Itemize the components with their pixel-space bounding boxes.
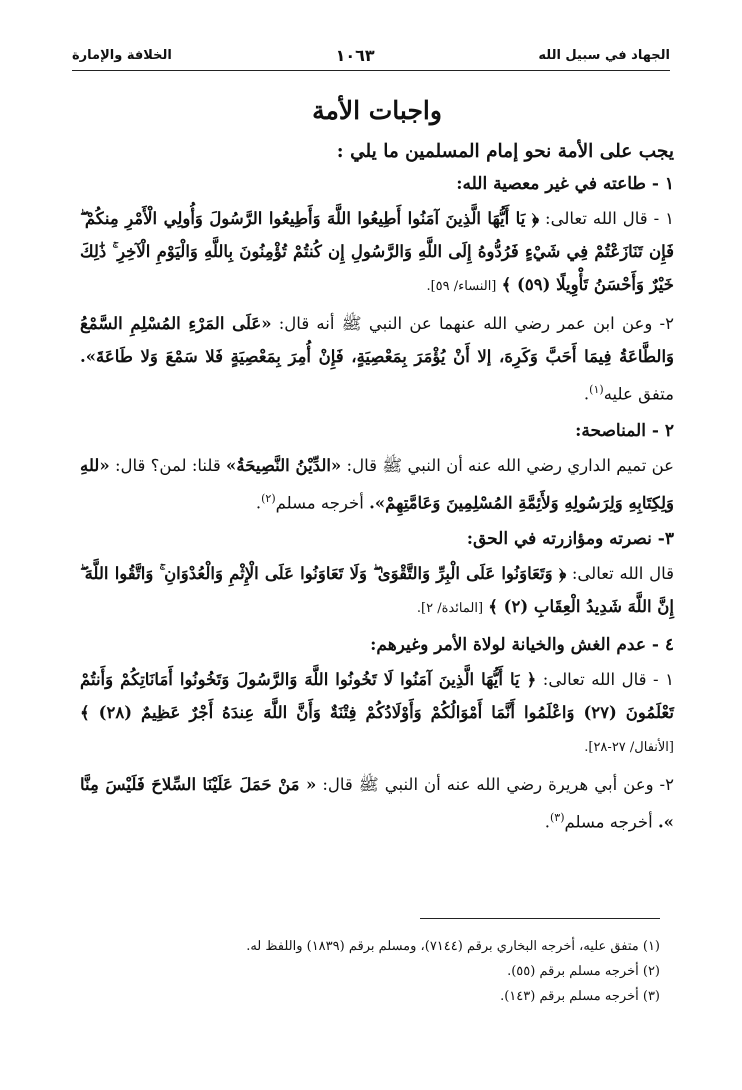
section-intro: يجب على الأمة نحو إمام المسلمين ما يلي :: [336, 141, 674, 162]
item-prefix: ١ - قال الله تعالى:: [542, 670, 674, 689]
hadith-source: أخرجه مسلم: [564, 812, 653, 832]
hadith-text: « مَنْ حَمَلَ عَلَيْنَا السِّلاحَ فَلَيْسَ مِنَّا ».: [80, 775, 674, 832]
footnote-ref-2[interactable]: (٢): [261, 491, 276, 505]
hadith-source: متفق عليه: [603, 384, 674, 404]
duty-4-item-2: ٢- وعن أبي هريرة رضي الله عنه أن النبي ﷺ قال: « مَنْ حَمَلَ عَلَيْنَا السِّلاحَ فَلَيْسَ مِنَّا ». أخرجه مسلم$^{(٣)}$.: [80, 775, 674, 832]
duty-2-heading: ٢ - المناصحة:: [575, 420, 674, 441]
duty-3-heading: ٣- نصرته ومؤازرته في الحق:: [466, 529, 674, 549]
chapter-title: الخلافة والإمارة: [72, 47, 172, 63]
footnote-3: (٣) أخرجه مسلم برقم (١٤٣).: [500, 989, 660, 1004]
item-prefix: ٢- وعن أبي هريرة رضي الله عنه أن النبي ﷺ قال:: [322, 775, 674, 794]
hadith-source: أخرجه مسلم: [275, 493, 364, 512]
hadith-text: «الدِّيْنُ النَّصِيحَةُ»: [226, 455, 342, 475]
quran-verse: ﴿ وَتَعَاوَنُوا عَلَى الْبِرِّ وَالتَّقْوَىٰ ۖ وَلَا تَعَاوَنُوا عَلَى الْإِثْمِ وَالْعُدْوَانِ ۚ وَاتَّقُوا اللَّهَ ۖ إِنَّ اللَّهَ شَدِيدُ الْعِقَابِ (٢) ﴾: [80, 564, 674, 616]
item-prefix: ٢- وعن ابن عمر رضي الله عنهما عن النبي ﷺ أنه قال:: [278, 314, 674, 333]
quran-verse: ﴿ يَا أَيُّهَا الَّذِينَ آمَنُوا أَطِيعُوا اللَّهَ وَأَطِيعُوا الرَّسُولَ وَأُولِي الْأَمْرِ مِنكُمْ ۖ فَإِن تَنَازَعْتُمْ فِي شَيْءٍ فَرُدُّوهُ إِلَى اللَّهِ وَالرَّسُولِ إِن كُنتُمْ تُؤْمِنُونَ بِاللَّهِ وَالْيَوْمِ الْآخِرِ ۚ ذَٰلِكَ خَيْرٌ وَأَحْسَنُ تَأْوِيلًا (٥٩) ﴾: [80, 209, 674, 294]
footnote-ref-1[interactable]: (١): [589, 383, 604, 396]
footnote-2: (٢) أخرجه مسلم برقم (٥٥).: [507, 964, 660, 979]
quran-verse: ﴿ يَا أَيُّهَا الَّذِينَ آمَنُوا لَا تَخُونُوا اللَّهَ وَالرَّسُولَ وَتَخُونُوا أَمَانَاتِكُمْ وَأَنتُمْ تَعْلَمُونَ (٢٧) وَاعْلَمُوا أَنَّمَا أَمْوَالُكُمْ وَأَوْلَادُكُمْ فِتْنَةٌ وَأَنَّ اللَّهَ عِندَهُ أَجْرٌ عَظِيمٌ (٢٨) ﴾: [80, 670, 674, 722]
narration-prefix: عن تميم الداري رضي الله عنه أن النبي ﷺ قال:: [346, 455, 674, 475]
footnote-ref-3[interactable]: (٣): [549, 811, 565, 824]
duty-1-item-2: ٢- وعن ابن عمر رضي الله عنهما عن النبي ﷺ أنه قال: «عَلَى المَرْءِ المُسْلِمِ السَّمْعُ وَالطَّاعَةُ فِيمَا أَحَبَّ وَكَرِهَ، إلا أَنْ يُؤْمَرَ بِمَعْصِيَةٍ، فَإِنْ أُمِرَ بِمَعْصِيَةٍ فَلا سَمْعَ وَلا طَاعَةَ». متفق عليه$^{(١)}$.: [80, 314, 674, 404]
item-prefix: ١ - قال الله تعالى:: [545, 209, 675, 228]
verse-citation: [المائدة/ ٢].: [416, 601, 484, 616]
duty-3-text: [80, 557, 674, 625]
duty-1-heading: ١ - طاعته في غير معصية الله:: [456, 174, 674, 194]
duty-1-item-1: [80, 202, 674, 303]
page-number: ١٠٦٣: [335, 45, 375, 65]
section-title: واجبات الأمة: [312, 96, 442, 125]
footnote-divider: [420, 918, 660, 919]
running-header: [72, 40, 670, 71]
verse-citation: [النساء/ ٥٩].: [426, 279, 497, 294]
duty-4-item-1: [80, 663, 674, 764]
verse-citation: [الأنفال/ ٢٧-٢٨].: [584, 740, 674, 755]
hadith-text: «عَلَى المَرْءِ المُسْلِمِ السَّمْعُ وَالطَّاعَةُ فِيمَا أَحَبَّ وَكَرِهَ، إلا أَنْ يُؤْمَرَ بِمَعْصِيَةٍ، فَإِنْ أُمِرَ بِمَعْصِيَةٍ فَلا سَمْعَ وَلا طَاعَةَ».: [80, 314, 674, 366]
duty-4-heading: ٤ - عدم الغش والخيانة لولاة الأمر وغيرهم:: [370, 635, 674, 655]
narration-question: قلنا: لمن؟ قال:: [114, 455, 221, 475]
hadith-text: «للهِ وَلِكِتَابِهِ وَلِرَسُولِهِ وَلأَئِمَّةِ المُسْلِمِينَ وَعَامَّتِهِمْ».: [80, 455, 674, 512]
page-body: [80, 96, 674, 843]
item-prefix: قال الله تعالى:: [571, 564, 674, 583]
duty-2-text: عن تميم الداري رضي الله عنه أن النبي ﷺ قال: «الدِّيْنُ النَّصِيحَةُ» قلنا: لمن؟ قال: «للهِ وَلِكِتَابِهِ وَلِرَسُولِهِ وَلأَئِمَّةِ المُسْلِمِينَ وَعَامَّتِهِمْ». أخرجه مسلم$^{(٢)}$.: [80, 455, 674, 512]
footnotes: [90, 934, 660, 1009]
footnote-1: (١) متفق عليه، أخرجه البخاري برقم (٧١٤٤)، ومسلم برقم (١٨٣٩) واللفظ له.: [246, 939, 660, 954]
book-title: الجهاد في سبيل الله: [538, 47, 670, 63]
